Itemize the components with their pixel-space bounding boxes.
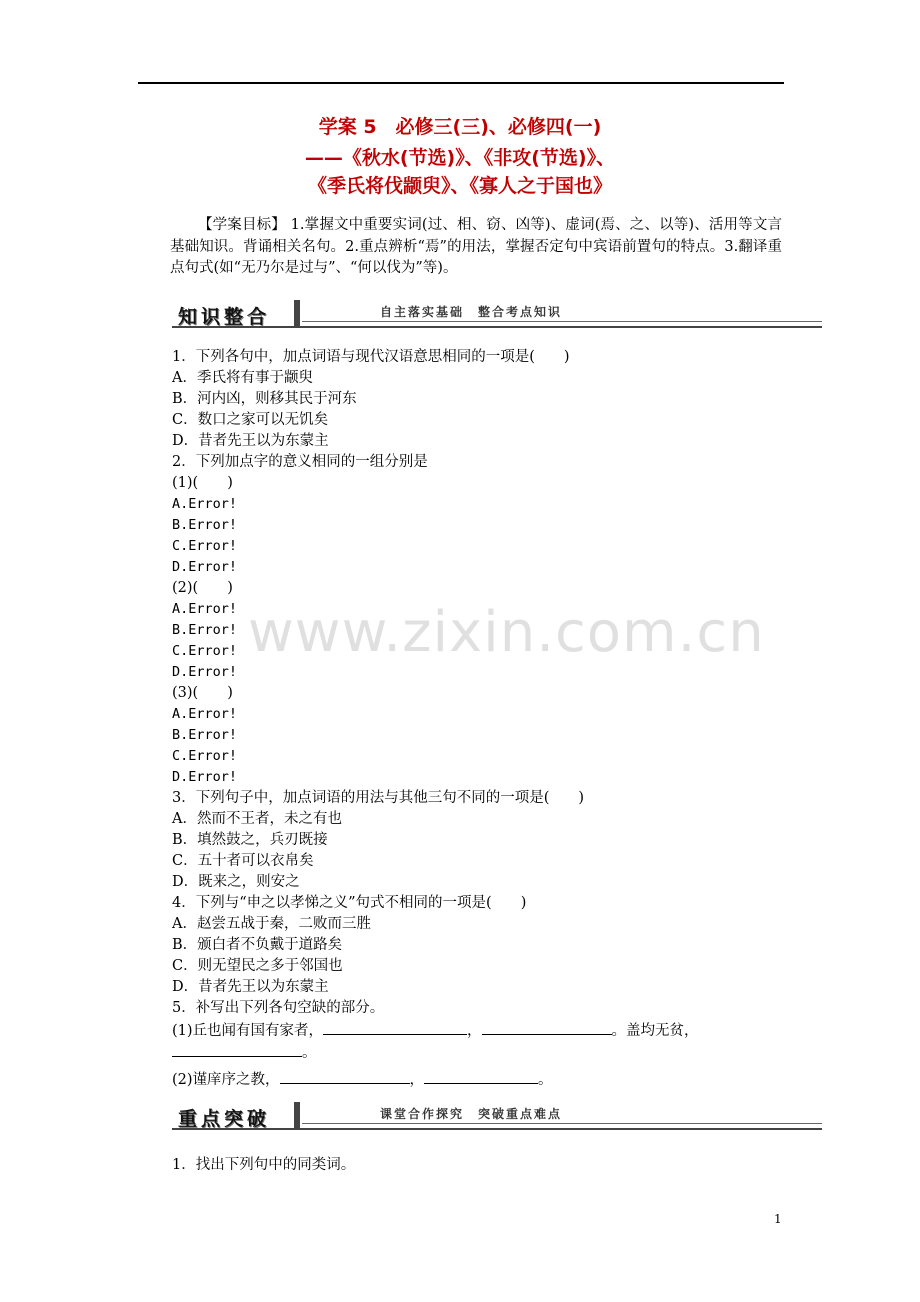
option-line: D.Error! — [172, 769, 238, 785]
option-line: A．季氏将有事于颛臾 — [172, 370, 313, 386]
section-subtitle: 课堂合作探究 突破重点难点 — [380, 1107, 563, 1121]
section-divider — [294, 1102, 300, 1128]
fill-text: 。 — [302, 1045, 317, 1061]
subquestion-line: (2)( ) — [172, 580, 233, 596]
fill-text: 。盖均无贫， — [611, 1023, 699, 1039]
title-line-3: 《季氏将伐颛臾》、《寡人之于国也》 — [307, 175, 612, 197]
page-number: 1 — [774, 1212, 782, 1226]
question-line: 3．下列句子中，加点词语的用法与其他三句不同的一项是( ) — [172, 790, 585, 806]
option-line: C.Error! — [172, 538, 238, 554]
option-line: C．五十者可以衣帛矣 — [172, 853, 314, 869]
section-rule — [172, 326, 822, 328]
question-line: 2．下列加点字的意义相同的一组分别是 — [172, 454, 428, 470]
watermark: www.zixin.com.cn — [248, 600, 765, 665]
option-line: A.Error! — [172, 601, 238, 617]
learning-objective: 【学案目标】 1.掌握文中重要实词(过、相、窃、凶等)、虚词(焉、之、以等)、活用等文言基础知识。背诵相关名句。2.重点辨析“焉”的用法，掌握否定句中宾语前置句的特点。3.翻译重点句式(如“无乃尔是过与”、“何以伐为”等)。 — [170, 217, 782, 276]
option-line: D.Error! — [172, 559, 238, 575]
question-list — [172, 347, 792, 1089]
question-line: 4．下列与“申之以孝悌之义”句式不相同的一项是( ) — [172, 895, 527, 911]
fill-blank-line — [172, 1068, 792, 1089]
subquestion-line: (1)( ) — [172, 475, 233, 491]
option-line: C.Error! — [172, 748, 238, 764]
section-label: 重点突破 — [178, 1108, 271, 1130]
option-line: D．既来之，则安之 — [172, 874, 300, 890]
section-subtitle: 自主落实基础 整合考点知识 — [380, 305, 563, 319]
option-line: D.Error! — [172, 664, 238, 680]
section-rule — [302, 321, 822, 322]
fill-blank-line — [172, 1019, 792, 1041]
fill-text: ， — [467, 1023, 482, 1039]
blank-field[interactable] — [424, 1068, 538, 1084]
blank-field[interactable] — [172, 1041, 302, 1057]
option-line: A.Error! — [172, 706, 238, 722]
option-line: B．颁白者不负戴于道路矣 — [172, 937, 343, 953]
option-line: D．昔者先王以为东蒙主 — [172, 979, 329, 995]
top-rule — [138, 82, 784, 84]
option-line: C．则无望民之多于邻国也 — [172, 958, 343, 974]
fill-text: 。 — [538, 1072, 553, 1088]
question-line: 1．下列各句中，加点词语与现代汉语意思相同的一项是( ) — [172, 349, 570, 365]
section-divider — [294, 300, 300, 326]
option-line: A.Error! — [172, 496, 238, 512]
option-line: B．河内凶，则移其民于河东 — [172, 391, 357, 407]
section-header-knowledge — [172, 300, 822, 330]
option-line: A．然而不王者，未之有也 — [172, 811, 342, 827]
option-line: B.Error! — [172, 517, 238, 533]
blank-field[interactable] — [323, 1019, 467, 1035]
fill-text: (1)丘也闻有国有家者， — [172, 1023, 324, 1039]
fill-text: (2)谨庠序之教， — [172, 1072, 280, 1088]
fill-blank-line — [172, 1041, 792, 1062]
question-line: 5．补写出下列各句空缺的部分。 — [172, 1000, 385, 1016]
section-header-key-points — [172, 1102, 822, 1132]
option-line: B.Error! — [172, 727, 238, 743]
option-line: B．填然鼓之，兵刃既接 — [172, 832, 328, 848]
blank-field[interactable] — [482, 1019, 612, 1035]
subquestion-line: (3)( ) — [172, 685, 233, 701]
section-label: 知识整合 — [178, 306, 271, 328]
question-line: 1．找出下列句中的同类词。 — [172, 1157, 356, 1173]
option-line: B.Error! — [172, 622, 238, 638]
option-line: C．数口之家可以无饥矣 — [172, 412, 329, 428]
option-line: A．赵尝五战于秦，二败而三胜 — [172, 916, 371, 932]
fill-text: ， — [409, 1072, 425, 1088]
title-line-2: ——《秋水(节选)》、《非攻(节选)》、 — [304, 147, 616, 169]
option-line: D．昔者先王以为东蒙主 — [172, 433, 329, 449]
title-line-1: 学案 5 必修三(三)、必修四(一) — [318, 116, 602, 138]
option-line: C.Error! — [172, 643, 238, 659]
section-rule — [302, 1123, 822, 1124]
section-rule — [172, 1128, 822, 1130]
blank-field[interactable] — [280, 1068, 410, 1084]
